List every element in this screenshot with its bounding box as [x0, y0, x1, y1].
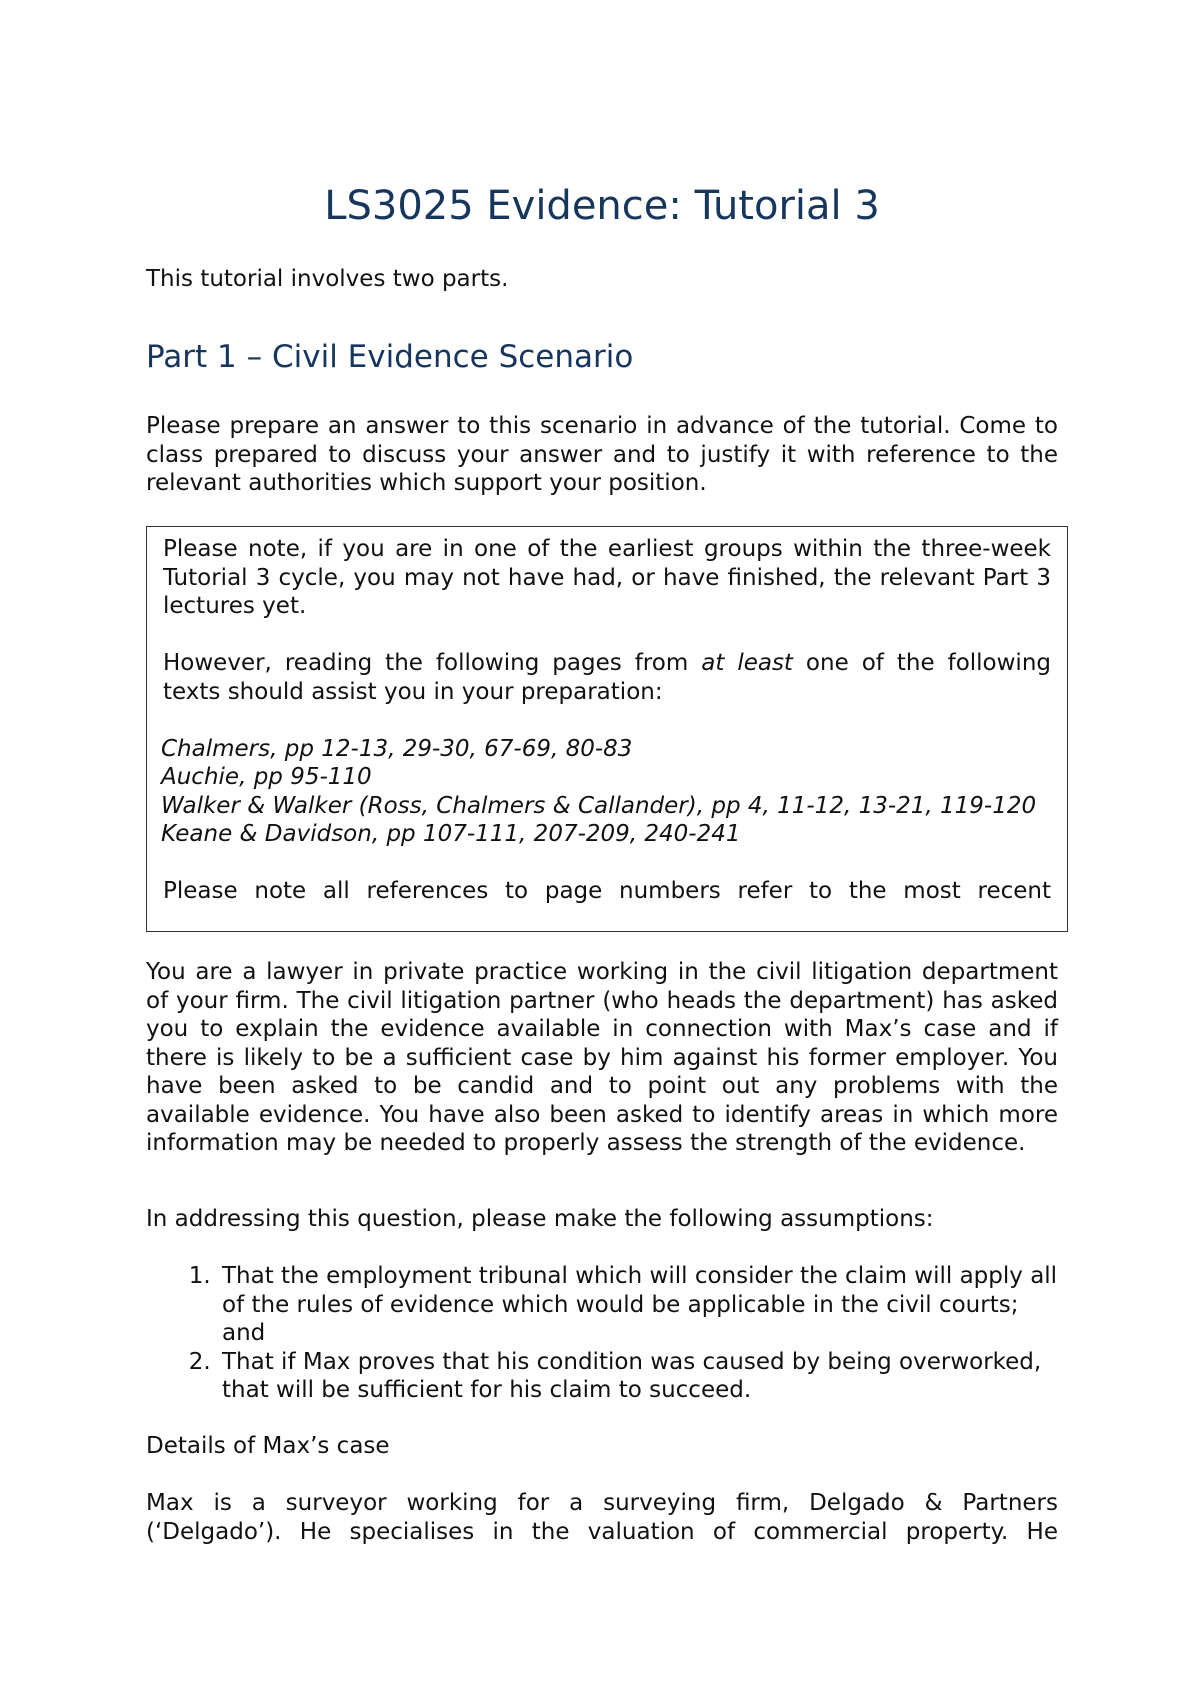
however-paragraph	[163, 649, 1051, 706]
reference-item: Chalmers, pp 12-13, 29-30, 67-69, 80-83	[161, 735, 633, 762]
assumption-item: 2. That if Max proves that his condition was caused by being overworked, that will be sufficient for his claim to succeed.	[218, 1348, 1058, 1405]
reference-item: Walker & Walker (Ross, Chalmers & Callander), pp 4, 11-12, 13-21, 119-120	[161, 792, 1037, 819]
prepare-paragraph: Please prepare an answer to this scenario in advance of the tutorial. Come to class prepared to discuss your answer and to justify it with reference to the relevant authorities which support your position.	[146, 413, 1058, 496]
max-paragraph: Max is a surveyor working for a surveying firm, Delgado & Partners (‘Delgado’). He specialises in the valuation of commercial property. He	[146, 1490, 1058, 1545]
however-before: However, reading the following pages from	[163, 650, 702, 676]
intro-text: This tutorial involves two parts.	[146, 266, 509, 292]
assumption-item: 1. That the employment tribunal which will consider the claim will apply all of the rules of evidence which would be applicable in the civil courts; and	[218, 1262, 1058, 1348]
details-heading: Details of Max’s case	[146, 1433, 390, 1459]
assumptions-intro: In addressing this question, please make the following assumptions:	[146, 1206, 934, 1232]
final-note: Please note all references to page numbers refer to the most recent	[163, 878, 1051, 904]
part1-heading: Part 1 – Civil Evidence Scenario	[146, 339, 634, 375]
note-box	[146, 526, 1068, 932]
note-paragraph: Please note, if you are in one of the earliest groups within the three-week Tutorial 3 cycle, you may not have had, or have finished, the relevant Part 3 lectures yet.	[163, 536, 1051, 619]
reference-item: Keane & Davidson, pp 107-111, 207-209, 240-241	[161, 821, 741, 847]
note-box-content	[163, 535, 1051, 906]
however-after: one of the following texts should assist you in your preparation:	[163, 650, 1051, 705]
reference-item: Auchie, pp 95-110	[161, 764, 372, 790]
lawyer-paragraph: You are a lawyer in private practice working in the civil litigation department of your firm. The civil litigation partner (who heads the department) has asked you to explain the evidence available in connection with Max’s case and if there is likely to be a sufficient case by him against his former employer. You have been asked to be candid and to point out any problems with the available evidence. You have also been asked to identify areas in which more information may be needed to properly assess the strength of the evidence.	[146, 959, 1058, 1156]
however-emphasis: at least	[701, 650, 793, 676]
reference-list	[161, 735, 1051, 849]
page-title: LS3025 Evidence: Tutorial 3	[324, 183, 880, 229]
assumptions-list	[146, 1262, 1058, 1405]
